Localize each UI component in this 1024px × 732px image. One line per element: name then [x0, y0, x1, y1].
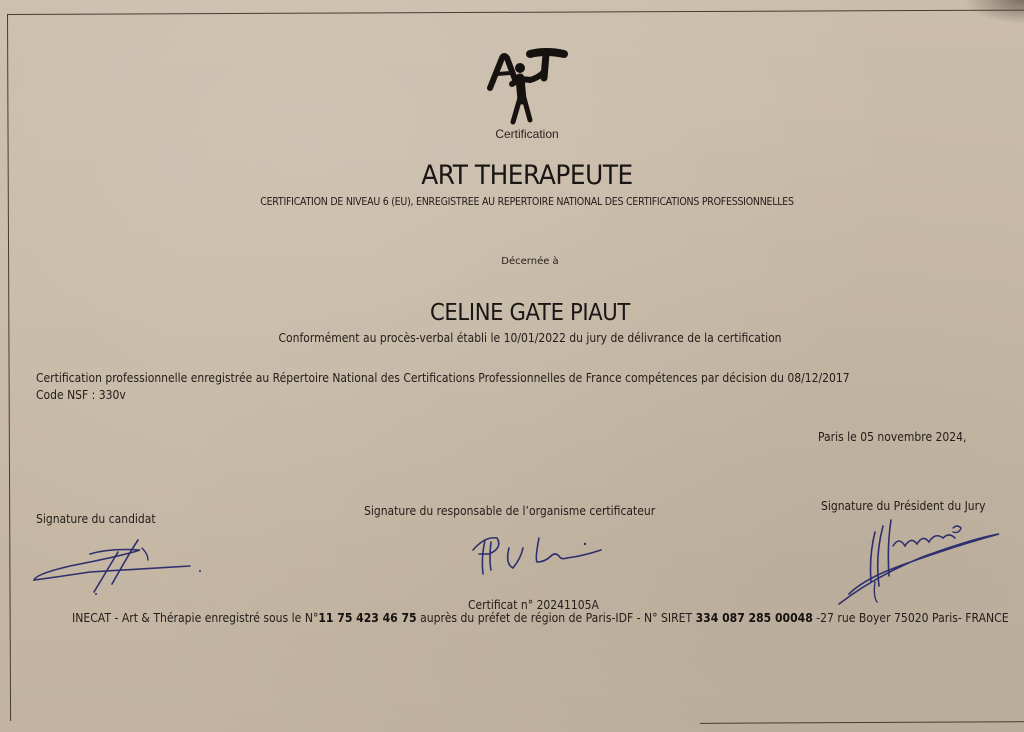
organism-signature-label: Signature du responsable de l’organisme certificateur [364, 504, 656, 518]
logo-caption: Certification [495, 127, 559, 141]
certificate-border-bottom [700, 721, 1024, 724]
organism-signature [465, 528, 615, 583]
candidate-signature [30, 536, 210, 598]
siret-number: 334 087 285 00048 [695, 611, 813, 625]
certificate-number: Certificat n° 20241105A [468, 598, 599, 612]
place-and-date: Paris le 05 novembre 2024, [818, 430, 967, 444]
issuer-organization: INECAT - Art & Thérapie [72, 611, 202, 625]
president-signature-label: Signature du Président du Jury [821, 499, 986, 513]
nsf-code: Code NSF : 330v [36, 388, 126, 402]
registered-under-text: enregistré sous le N° [201, 611, 319, 625]
certificate-title: ART THERAPEUTE [421, 160, 633, 191]
registration-number: 11 75 423 46 75 [318, 611, 417, 625]
recipient-name: CELINE GATE PIAUT [430, 300, 630, 326]
prefecture-text: auprès du préfet de région de Paris-IDF - N° SIRET [416, 611, 696, 625]
awarded-to-label: Décernée à [501, 256, 559, 267]
issuer-address: -27 rue Boyer 75020 Paris- FRANCE [812, 611, 1009, 625]
certificate-subtitle: CERTIFICATION DE NIVEAU 6 (EU), ENREGISTREE AU REPERTOIRE NATIONAL DES CERTIFICATIONS PROFESSIONNELLES [260, 195, 794, 208]
issuer-footer [72, 611, 1009, 625]
art-figure-logo-icon [486, 48, 570, 128]
conformity-statement: Conformément au procès-verbal établi le 10/01/2022 du jury de délivrance de la certification [278, 331, 782, 345]
president-signature [835, 516, 1005, 611]
candidate-signature-label: Signature du candidat [36, 512, 156, 526]
registration-statement: Certification professionnelle enregistrée au Répertoire National des Certifications Professionnelles de France compétences par décision du 08/12/2017 [36, 371, 850, 385]
